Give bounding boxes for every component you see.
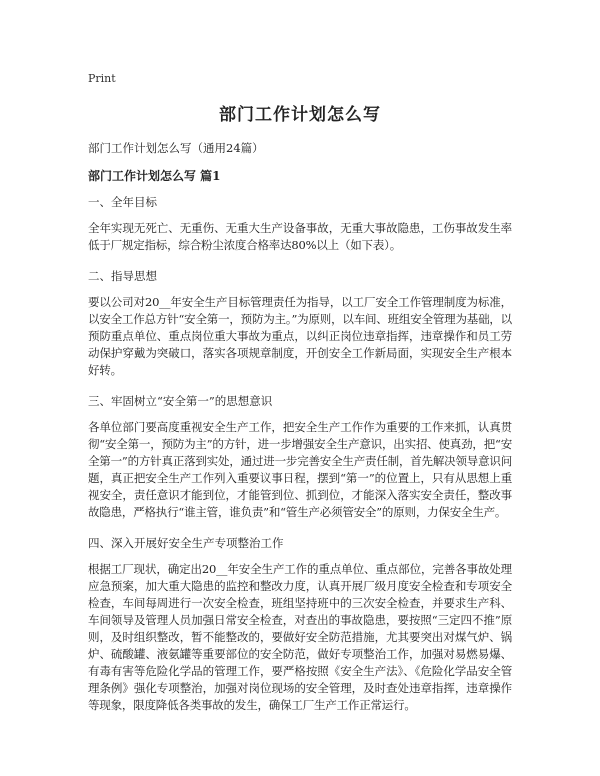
print-link[interactable]: Print bbox=[88, 72, 116, 85]
heading-special-rectification: 四、深入开展好安全生产专项整治工作 bbox=[88, 536, 284, 550]
heading-safety-first: 三、牢固树立“安全第一”的思想意识 bbox=[88, 394, 273, 408]
document-title: 部门工作计划怎么写 bbox=[219, 105, 381, 125]
section-title: 部门工作计划怎么写 篇1 bbox=[88, 169, 221, 183]
paragraph-special-rectification: 根据工厂现状，确定出20__年安全生产工作的重点单位、重点部位，完善各事故处理应急预案，加大重大隐患的监控和整改力度，认真开展厂级月度安全检查和专项安全检查，车间每周进行一次安全检查，班组坚持班中的三次安全检查，并要求生产科、车间领导及管理人员加强日常安全检查，对查出的事故隐患，要按照“三定四不推”原则，及时组织整改，暂不能整改的，要做好安全防范措施，尤其要突出对煤气炉、锅炉、硫酸罐、液氨罐等重要部位的安全防范，做好专项整治工作，加强对易燃易爆、有毒有害等危险化学品的管理工作，要严格按照《安全生产法》、《危险化学品安全管理条例》强化专项整治，加强对岗位现场的安全管理，及时查处违章指挥，违章操作等现象，限度降低各类事故的发生，确保工厂生产工作正常运行。 bbox=[88, 562, 512, 712]
heading-guiding-ideology: 二、指导思想 bbox=[88, 269, 157, 283]
paragraph-guiding-ideology: 要以公司对20__年安全生产目标管理责任为指导，以工厂安全工作管理制度为标准，以安全工作总方针“安全第一，预防为主。”为原则，以车间、班组安全管理为基础，以预防重点单位、重点岗位重大事故为重点，以纠正岗位违章指挥，违章操作和员工劳动保护穿戴为突破口，落实各项规章制度，开创安全工作新局面，实现安全生产根本好转。 bbox=[88, 295, 512, 377]
paragraph-safety-first: 各单位部门要高度重视安全生产工作，把安全生产工作作为重要的工作来抓，认真贯彻“安全第一，预防为主”的方针，进一步增强安全生产意识，出实招、使真劲，把“安全第一”的方针真正落到实处，通过进一步完善安全生产责任制，首先解决领导意识问题，真正把安全生产工作列入重要议事日程，摆到“第一”的位置上，只有从思想上重视安全，责任意识才能到位，才能管到位、抓到位，才能深入落实安全责任，整改事故隐患，严格执行“谁主管，谁负责”和“管生产必须管安全”的原则，力保安全生产。 bbox=[88, 420, 512, 519]
paragraph-annual-goals: 全年实现无死亡、无重伤、无重大生产设备事故，无重大事故隐患，工伤事故发生率低于厂规定指标，综合粉尘浓度合格率达80%以上（如下表）。 bbox=[88, 221, 512, 252]
document-subtitle: 部门工作计划怎么写（通用24篇） bbox=[88, 141, 264, 155]
heading-annual-goals: 一、全年目标 bbox=[88, 195, 157, 209]
